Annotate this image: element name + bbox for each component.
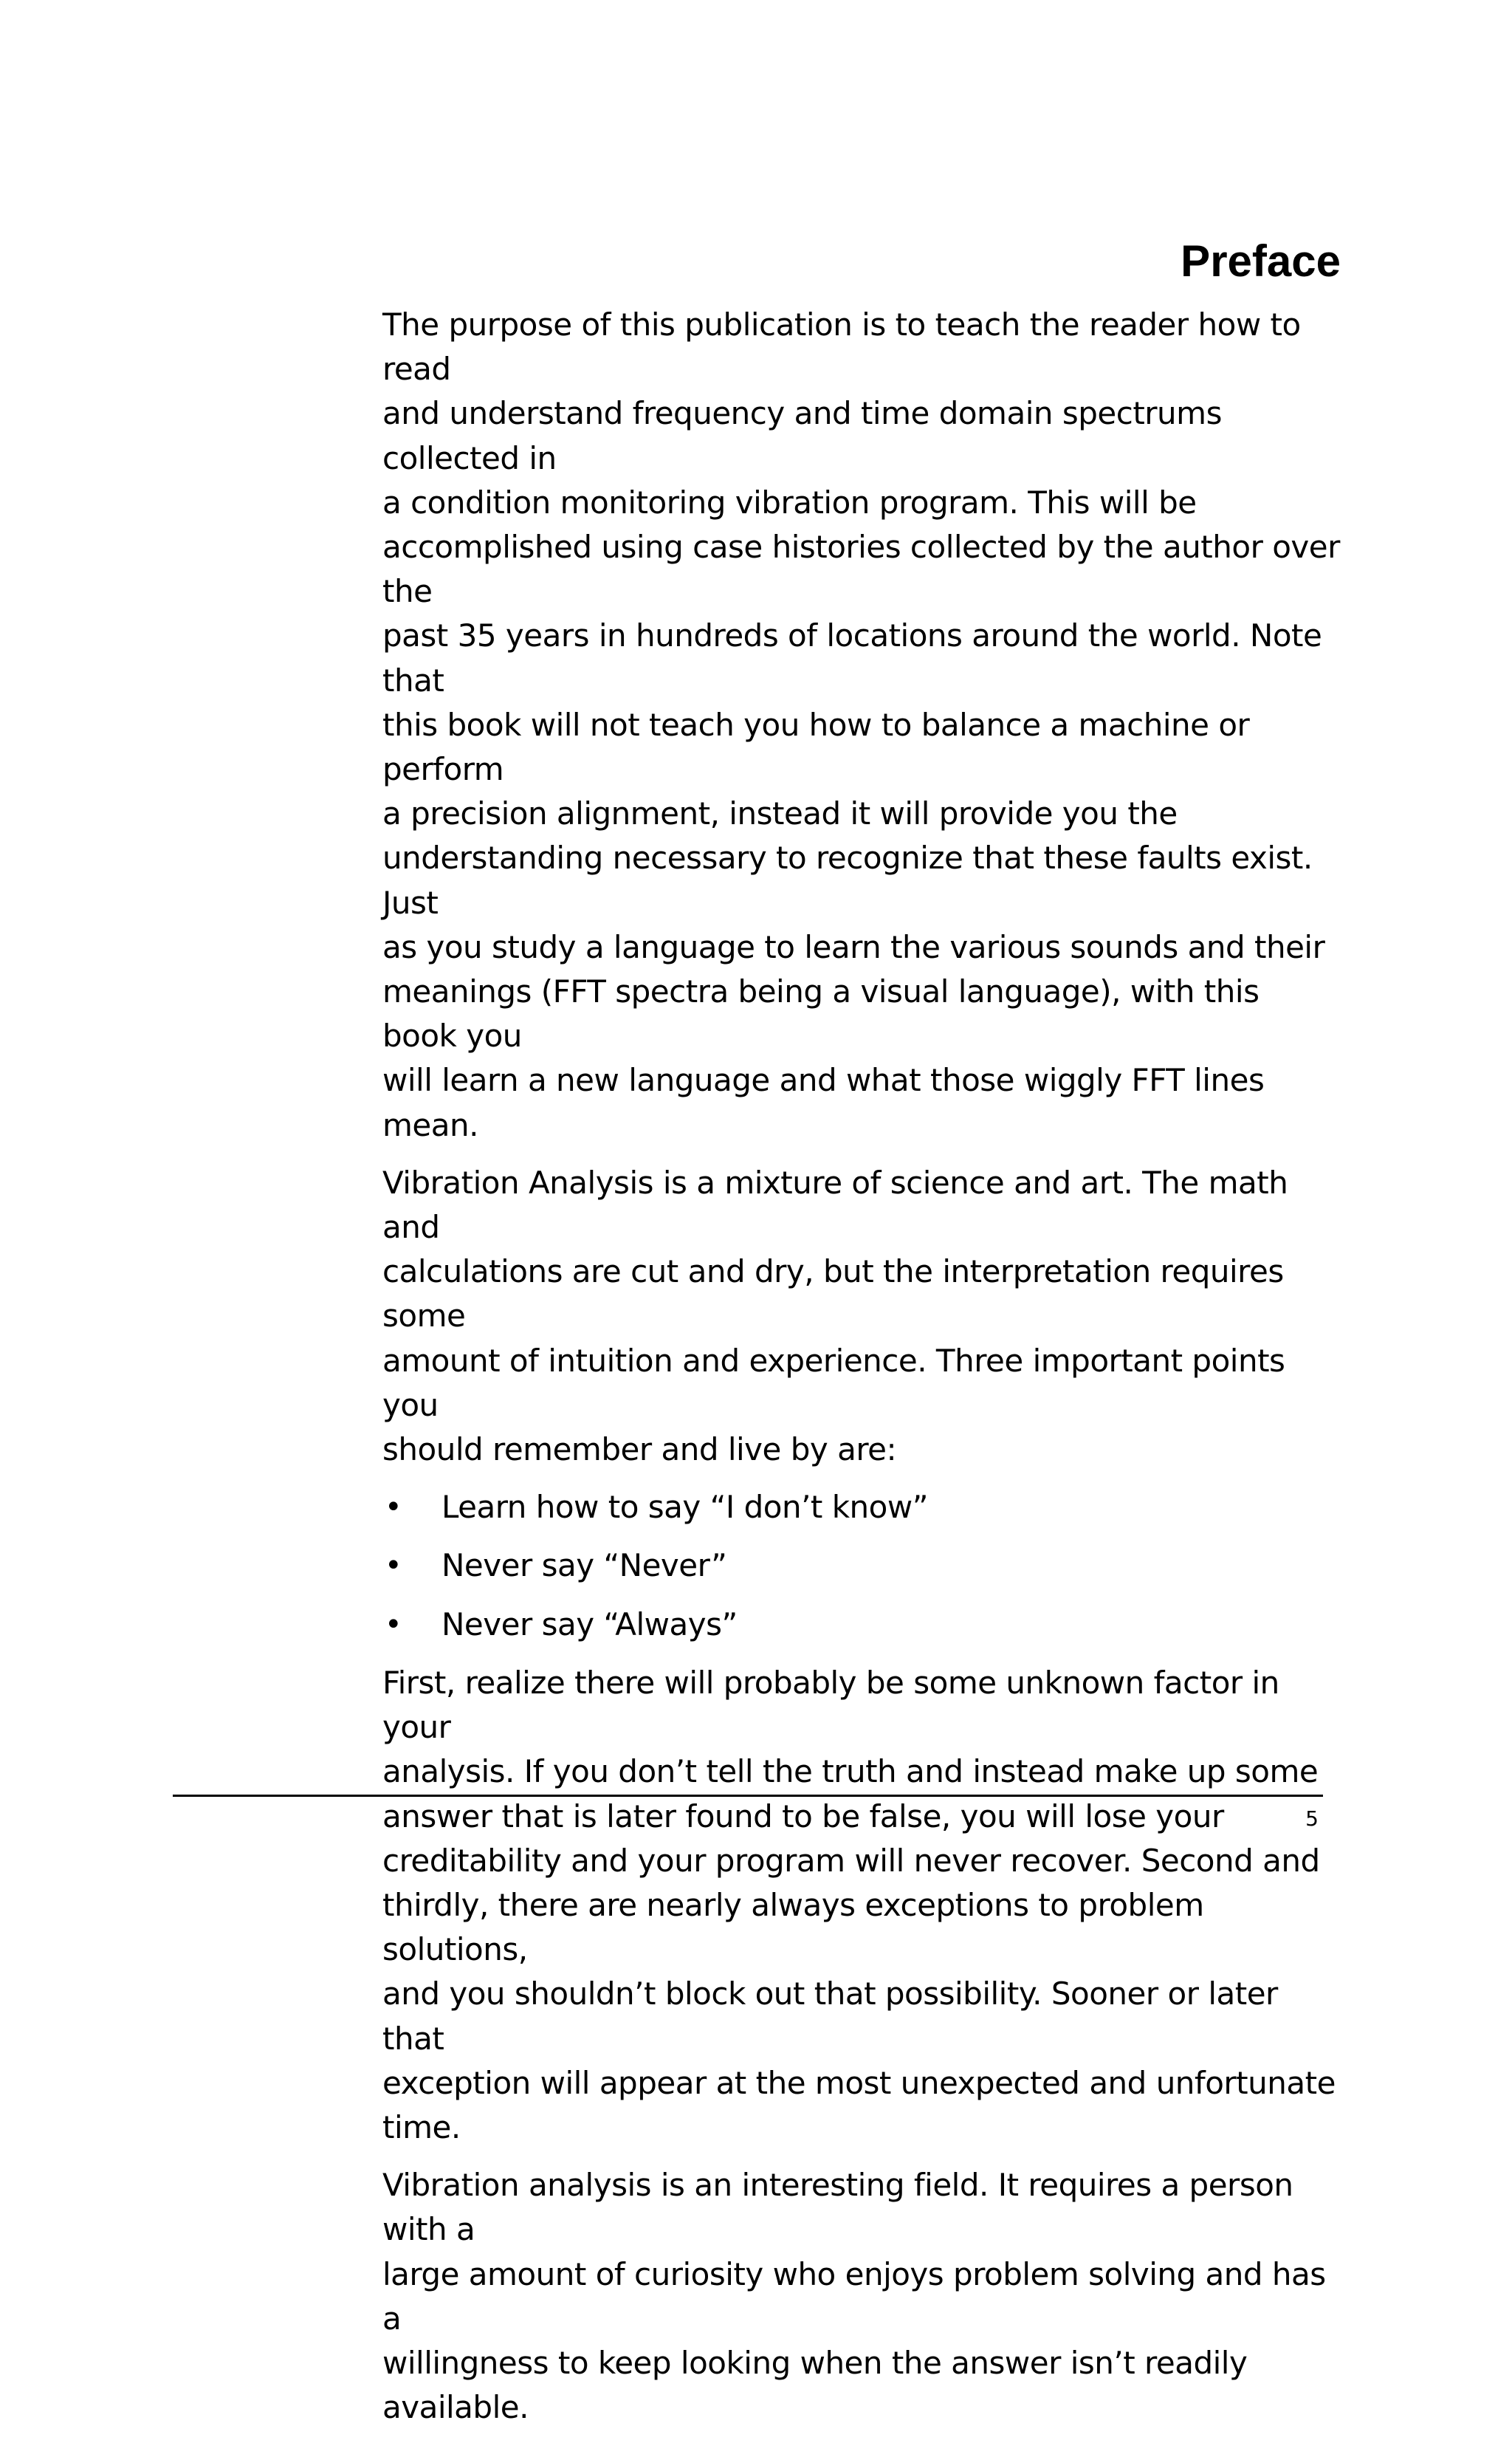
bullet-item [382, 1485, 1342, 1529]
page-number: 5 [1305, 1806, 1319, 1831]
paragraph-interesting-field: Vibration analysis is an interesting field. It requires a person with a large amount of curiosity who enjoys problem solving and has a willingness to keep looking when the answer isn’t readily available. [382, 2167, 1326, 2426]
paragraph-unknown-factor: First, realize there will probably be some unknown factor in your analysis. If you don’t tell the truth and instead make up some answer that is later found to be false, you will lose your creditability and your program will never recover. Second and thirdly, there are nearly always exceptions to problem solutions, and you shouldn’t block out that possibility. Sooner or later that exception will appear at the most unexpected and unfortunate time. [382, 1664, 1336, 2145]
bullet-item [382, 1543, 1342, 1588]
bullet-text: Learn how to say “I don’t know” [441, 1489, 928, 1526]
bullet-text: Never say “Never” [441, 1547, 727, 1584]
paragraph-science-and-art: Vibration Analysis is a mixture of science and art. The math and calculations are cut and dry, but the interpretation requires some amount of intuition and experience. Three important points you should remember and live by are: [382, 1164, 1288, 1468]
bullet-marker: • [385, 1490, 402, 1525]
bullet-list [382, 1485, 1342, 1647]
page-title: Preface [1181, 236, 1341, 286]
footer-divider [173, 1795, 1323, 1797]
body-text [382, 303, 1342, 2443]
bullet-item [382, 1603, 1342, 1647]
bullet-marker: • [385, 1607, 402, 1642]
bullet-text: Never say “Always” [441, 1606, 738, 1642]
paragraph-purpose: The purpose of this publication is to teach the reader how to read and understand frequency and time domain spectrums collected in a condition monitoring vibration program. This will be accomplished using case histories collected by the author over the past 35 years in hundreds of locations around the world. Note that this book will not teach you how to balance a machine or perform a precision alignment, instead it will provide you the understanding necessary to recognize that these faults exist. Just as you study a language to learn the various sounds and their meanings (FFT spectra being a visual language), with this book you will learn a new language and what those wiggly FFT lines mean. [382, 306, 1340, 1143]
bullet-marker: • [385, 1549, 402, 1583]
